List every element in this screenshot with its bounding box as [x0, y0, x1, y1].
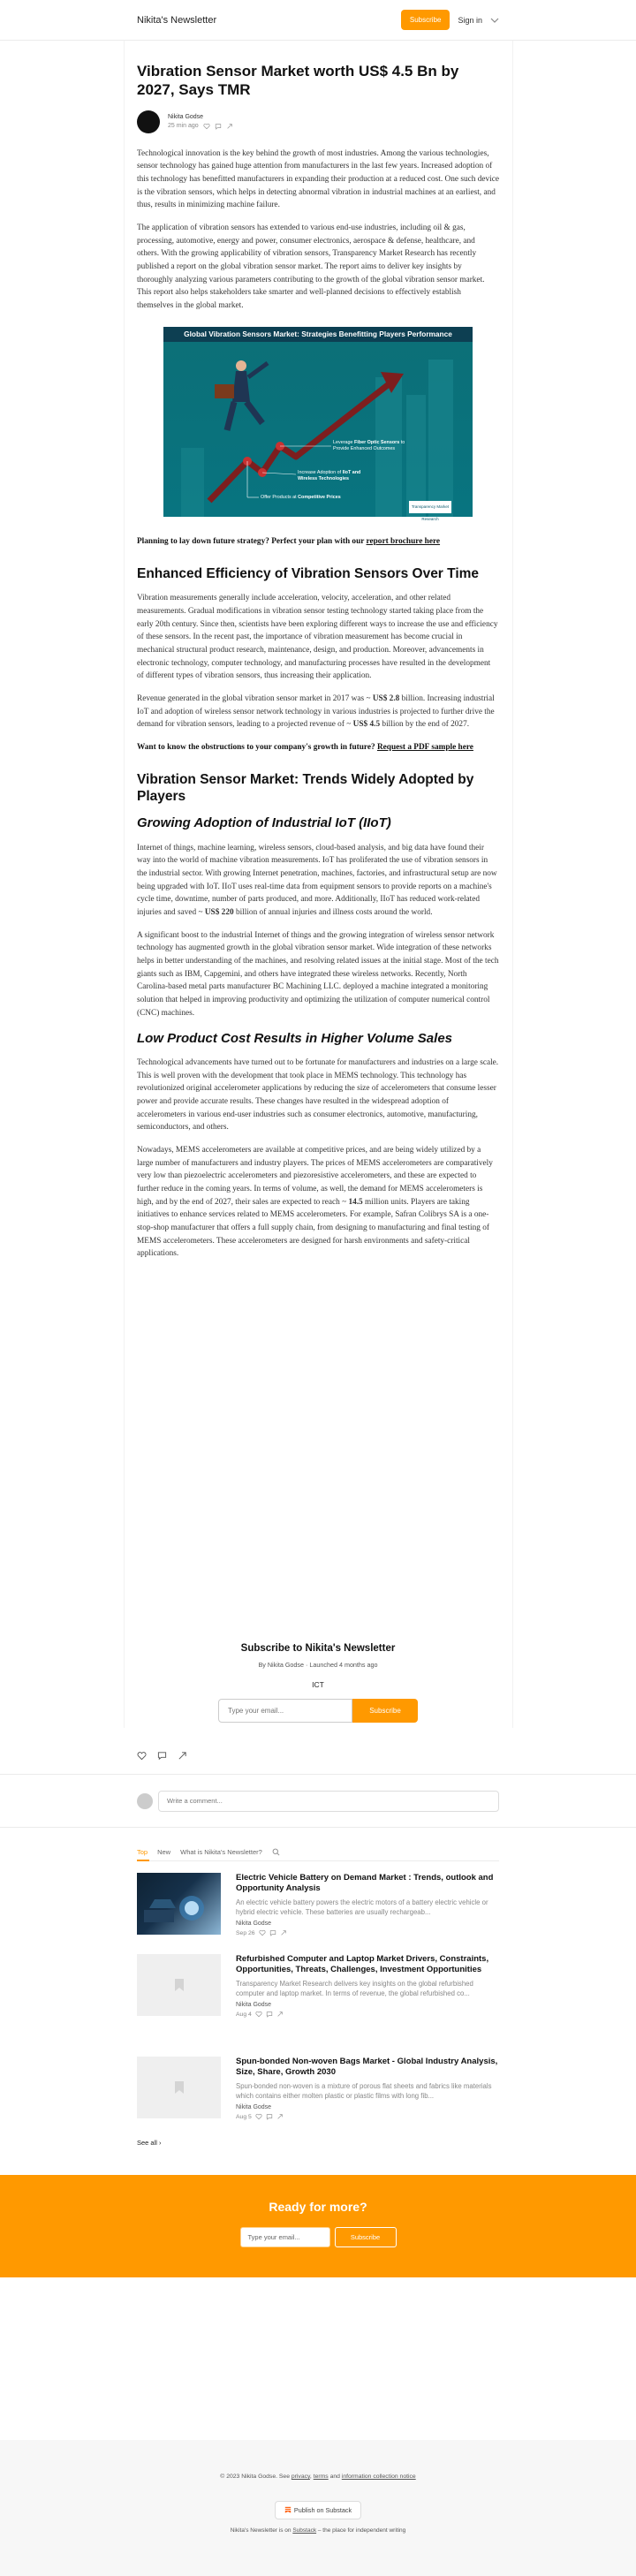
author-avatar[interactable] — [137, 110, 160, 133]
card-title[interactable]: Electric Vehicle Battery on Demand Market : Trends, outlook and Opportunity Analysis — [236, 1873, 494, 1893]
comment-icon[interactable] — [215, 123, 222, 130]
infographic-title: Global Vibration Sensors Market: Strategies Benefitting Players Performance — [163, 327, 473, 342]
comment-icon[interactable] — [266, 2011, 273, 2018]
subscribe-button[interactable]: Subscribe — [335, 2227, 397, 2247]
card-date: Aug 5 — [236, 2113, 252, 2120]
paragraph-mems-prices: Nowadays, MEMS accelerometers are available at competitive prices, and are being widely utilized by a large number of manufacturers and industry players. The prices of MEMS accelerometers are comparatively very low than piezoelectric accelerometers and piezoresistive accelerometers, and these are expected to further reduce in the coming years. In terms of volume, as well, the demand for MEMS accelerometers is high, and by the end of 2027, their sales are expected to reach ~ 14.5 million units. Players are taking initiatives to enhance services related to MEMS accelerometers. For example, Safran Colibrys SA is a one-stop-shop manufacturer that offers a full supply chain, from designing to manufacturing and final testing of MEMS accelerometers. These accelerometers are designed for harsh environments and safety-critical applications. — [137, 1145, 493, 1259]
active-tab-indicator — [137, 1860, 149, 1861]
report-brochure-link[interactable]: report brochure here — [366, 536, 441, 546]
search-icon[interactable] — [272, 1848, 280, 1856]
infographic-label-iiot: Increase Adoption of IIoT and Wireless Technologies — [298, 469, 361, 481]
pdf-sample-link[interactable]: Request a PDF sample here — [376, 743, 473, 753]
comment-input[interactable]: Write a comment... — [158, 1791, 499, 1812]
comment-icon[interactable] — [269, 1929, 276, 1936]
post-card[interactable] — [137, 2057, 499, 2120]
share-icon[interactable] — [226, 123, 233, 130]
subscribe-title: Subscribe to Nikita's Newsletter — [240, 1643, 396, 1654]
user-avatar — [137, 1793, 153, 1809]
card-description: Transparency Market Research delivers key insights on the global refurbished computer and laptop market. In terms of revenue, the global refurbished co... — [236, 1980, 473, 1998]
footer — [0, 2440, 636, 2576]
archive-tabs — [137, 1848, 280, 1856]
section-divider — [0, 1827, 636, 1828]
share-icon[interactable] — [280, 1929, 287, 1936]
collection-notice-link[interactable]: information collection notice — [341, 2474, 416, 2480]
card-description: An electric vehicle battery powers the electric motors of a battery electric vehicle or hybrid electric vehicle. These batteries are usually rechargeab... — [236, 1898, 488, 1917]
card-meta — [236, 2011, 499, 2018]
see-all-link[interactable]: See all › — [137, 2139, 162, 2147]
sign-in-link[interactable]: Sign in — [458, 15, 482, 25]
publish-on-substack-button[interactable]: Publish on Substack — [275, 2501, 361, 2519]
heart-icon[interactable] — [255, 2011, 262, 2018]
footer-copyright: © 2023 Nikita Godse. See privacy, terms and information collection notice — [220, 2474, 416, 2480]
right-gutter-line — [512, 41, 513, 1728]
top-bar — [0, 0, 636, 41]
paragraph-revenue: Revenue generated in the global vibration sensor market in 2017 was ~ US$ 2.8 billion. Increasing industrial IoT and adoption of wireless sensor network technology in various industries is projected to further drive the demand for vibration sensors, leading to a projected revenue of ~ US$ 4.5 billion by the end of 2027. — [137, 694, 495, 730]
substack-link[interactable]: Substack — [292, 2527, 317, 2534]
newsletter-brand[interactable]: Nikita's Newsletter — [137, 14, 217, 26]
author-name[interactable]: Nikita Godse — [168, 113, 204, 120]
cta-brochure: Planning to lay down future strategy? Perfect your plan with our report brochure here — [137, 536, 441, 546]
post-date: 25 min ago — [168, 123, 199, 129]
subscribe-section — [137, 1643, 499, 1723]
ready-for-more-banner — [0, 2175, 636, 2277]
card-thumbnail[interactable] — [137, 1954, 221, 2016]
heading-trends: Vibration Sensor Market: Trends Widely Adopted by Players — [137, 772, 474, 804]
share-icon[interactable] — [178, 1751, 187, 1761]
email-field[interactable]: Type your email... — [240, 2227, 330, 2247]
comment-icon[interactable] — [266, 2113, 273, 2120]
post-actions — [137, 1751, 187, 1761]
left-gutter-line — [124, 41, 125, 1728]
post-body — [137, 62, 499, 1261]
heading-low-cost: Low Product Cost Results in Higher Volume Sales — [137, 1030, 453, 1046]
card-author[interactable]: Nikita Godse — [236, 1921, 272, 1928]
heading-iiot: Growing Adoption of Industrial IoT (IIoT) — [137, 815, 391, 831]
heading-enhanced-efficiency: Enhanced Efficiency of Vibration Sensors Over Time — [137, 565, 480, 581]
infographic-label-prices: Offer Products at Competitive Prices — [261, 494, 341, 500]
footer-substack-note: Nikita's Newsletter is on Substack – the place for independent writing — [230, 2527, 406, 2534]
comment-composer — [137, 1791, 499, 1812]
card-thumbnail[interactable] — [137, 2057, 221, 2118]
paragraph-measurements: Vibration measurements generally include acceleration, velocity, acceleration, and other related measurements. Gradual modifications in vibration sensor testing technology started taking place from the early 20th century. Since then, scientists have been exploring different ways to increase the use and efficiency of these sensors. In the recent past, the importance of vibration measurement has become crucial in mechanical structural product research, maintenance, design, and production. Moreover, advancements in electronic technology, computer technology, and manufacturing processes have resulted in the development of different types of vibration sensors, thus increasing their application. — [137, 594, 498, 681]
share-icon[interactable] — [276, 2011, 284, 2018]
subscribe-form — [137, 1699, 499, 1723]
chevron-down-icon[interactable] — [490, 16, 499, 25]
post-meta — [168, 123, 233, 130]
email-field[interactable] — [218, 1699, 352, 1723]
card-title[interactable]: Spun-bonded Non-woven Bags Market - Global Industry Analysis, Size, Share, Growth 2030 — [236, 2057, 498, 2077]
card-thumbnail[interactable] — [137, 1873, 221, 1935]
share-icon[interactable] — [276, 2113, 284, 2120]
tmr-logo: Transparency Market Research — [409, 501, 451, 513]
subscribe-description: ICT — [312, 1680, 324, 1689]
tab-top[interactable]: Top — [137, 1848, 148, 1856]
card-description: Spun-bonded non-woven is a mixture of porous flat sheets and fabrics like materials which contains either molten plastic or plastic films with long fib... — [236, 2082, 492, 2101]
card-author[interactable]: Nikita Godse — [236, 2104, 272, 2111]
heart-icon[interactable] — [203, 123, 210, 130]
post-title: Vibration Sensor Market worth US$ 4.5 Bn by 2027, Says TMR — [137, 63, 459, 99]
comment-icon[interactable] — [157, 1751, 167, 1761]
ready-subscribe-form — [0, 2227, 636, 2247]
post-card[interactable] — [137, 1873, 499, 1936]
subscribe-meta: By Nikita Godse · Launched 4 months ago — [258, 1661, 378, 1669]
terms-link[interactable]: terms — [313, 2474, 329, 2480]
card-title[interactable]: Refurbished Computer and Laptop Market Drivers, Constraints, Opportunities, Threats, Challenges, Investment Opportunities — [236, 1954, 489, 1974]
paragraph-iiot: Internet of things, machine learning, wireless sensors, cloud-based analysis, and big data have found their way into the world of machine vibration measurements. IoT has proliferated the use of vibration sensors in the industrial sector. With growing Internet penetration, machines, factories, and infrastructural setup are now being upgraded with IoT. IIoT uses real-time data from equipment sensors to provide reports on a machine's cycle time, downtime, number of parts produced, and more. Additionally, IIoT has reduced work-related injuries and saved ~ US$ 220 billion of annual injuries and illness costs around the world. — [137, 843, 497, 918]
card-author[interactable]: Nikita Godse — [236, 2002, 272, 2009]
ready-title: Ready for more? — [269, 2200, 367, 2214]
growth-arrow-graphic — [163, 342, 473, 517]
subscribe-submit-button[interactable]: Subscribe — [352, 1699, 418, 1723]
tabs-underline — [137, 1860, 499, 1861]
infographic-label-fiber: Leverage Fiber Optic Sensors to Provide Enhanced Outcomes — [333, 439, 405, 451]
substack-icon — [284, 2506, 292, 2513]
infographic-image — [163, 327, 473, 521]
bookmark-placeholder-icon — [173, 2080, 186, 2095]
paragraph-mems-tech: Technological advancements have turned out to be fortunate for manufacturers and industries on a large scale. This is well proven with the development that took place in MEMS technology. This technology has revolutionized original accelerometer applications by reducing the size of accelerometers that consume lesser power and provide accurate results. These changes have resulted in the widespread adoption of accelerometers in various end-user industries such as consumer electronics, automotive, manufacturing, semiconductors, and others. — [137, 1057, 499, 1133]
tab-new[interactable]: New — [157, 1848, 171, 1856]
header-actions — [401, 10, 499, 30]
card-meta — [236, 1929, 499, 1936]
section-divider — [0, 1774, 636, 1775]
card-date: Aug 4 — [236, 2011, 252, 2018]
post-card[interactable] — [137, 1954, 499, 2018]
byline — [137, 110, 499, 133]
heart-icon[interactable] — [259, 1929, 266, 1936]
paragraph-applications: The application of vibration sensors has extended to various end-use industries, including oil & gas, processing, automotive, energy and power, consumer electronics, aerospace & defense, healthcare, and others. With the growing applicability of vibration sensors, Transparency Market Research has recently published a report on the global vibration sensor market. The report aims to deliver key insights by thoroughly analyzing various parameters contributing to the growth of the global vibration sensor market. This report also helps stakeholders take smarter and well-planned decisions to effectively establish themselves in the global market. — [137, 223, 485, 311]
card-meta — [236, 2113, 499, 2120]
subscribe-button[interactable]: Subscribe — [401, 10, 450, 30]
bookmark-placeholder-icon — [173, 1978, 186, 1992]
paragraph-intro: Technological innovation is the key behind the growth of most industries. Among the various technologies, sensor technology has gained huge attention from manufacturers in the last few years. Increased adoption of this technology has benefitted manufacturers in expanding their production at a reduced cost. One such device is the vibration sensors, which helps in detecting abnormal vibration in industrial machines at an earliest, and thus, results in minimizing machine failure. — [137, 148, 499, 210]
heart-icon[interactable] — [137, 1751, 147, 1761]
cta-pdf-sample: Want to know the obstructions to your company's growth in future? Request a PDF sample here — [137, 743, 473, 753]
tab-about[interactable]: What is Nikita's Newsletter? — [180, 1848, 262, 1856]
paragraph-wireless: A significant boost to the industrial Internet of things and the growing integration of wireless sensor network technology has augmented growth in the global vibration sensor market. Wide integration of these networks helps in better understanding of the machines, and resolving related issues at the initial stage. Most of the tech giants such as IBM, Capgemini, and others have integrated these wireless networks. Recently, North Carolina-based metal parts manufacturer BC Machining LLC. deployed a machine integrated a monitoring solution that helped in improving productivity and optimizing the utilization of computer numerical control (CNC) machines. — [137, 930, 499, 1018]
heart-icon[interactable] — [255, 2113, 262, 2120]
privacy-link[interactable]: privacy — [291, 2474, 310, 2480]
card-date: Sep 26 — [236, 1929, 255, 1936]
ev-charging-image — [137, 1873, 221, 1935]
